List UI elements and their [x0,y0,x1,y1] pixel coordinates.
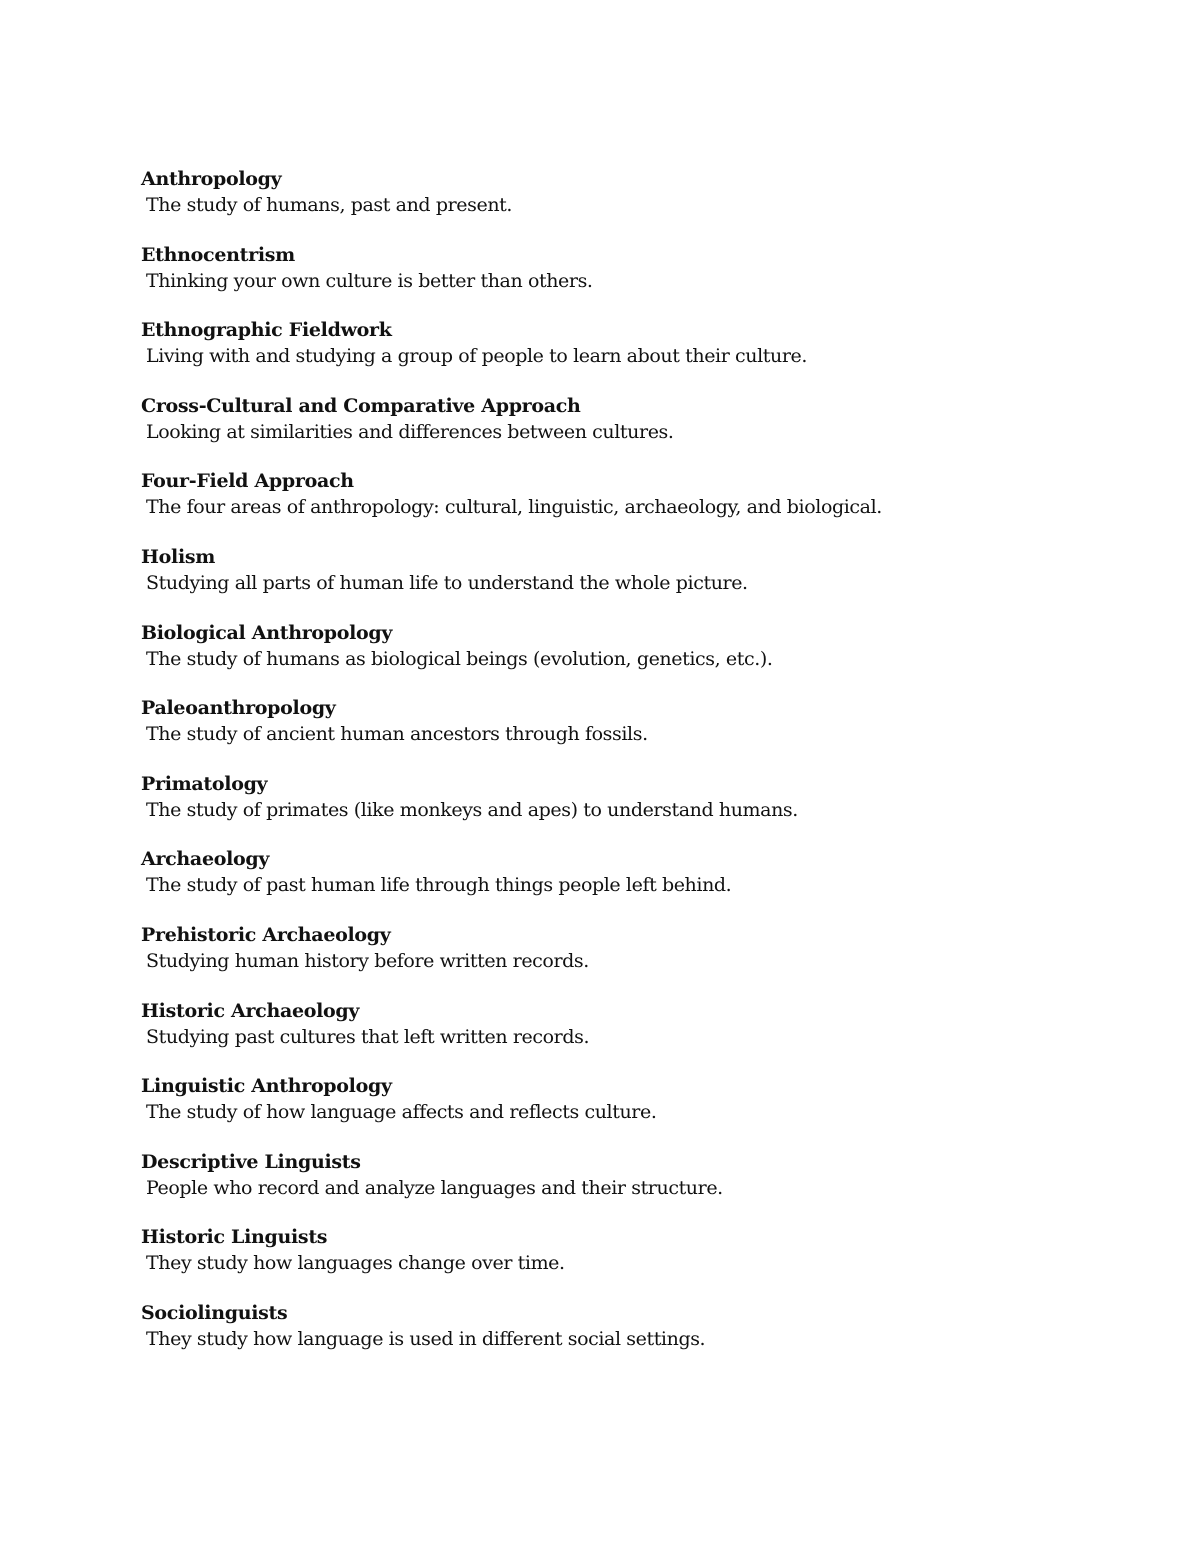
glossary-entry-holism [141,545,1141,621]
term-heading: Linguistic Anthropology [141,1075,392,1098]
term-definition: Studying past cultures that left written records. [146,1025,590,1048]
term-definition: The study of past human life through things people left behind. [146,874,732,897]
term-definition: The four areas of anthropology: cultural, linguistic, archaeology, and biological. [146,496,882,519]
term-heading: Historic Archaeology [141,999,360,1022]
term-heading: Prehistoric Archaeology [141,923,391,946]
glossary-entry-four-field-approach [141,469,1141,545]
glossary-entry-biological-anthropology [141,621,1141,697]
term-definition: They study how languages change over time. [146,1252,565,1275]
term-heading: Cross-Cultural and Comparative Approach [141,394,581,417]
glossary-entry-paleoanthropology [141,696,1141,772]
glossary-entry-ethnocentrism [141,243,1141,319]
glossary-entry-primatology [141,772,1141,848]
glossary-entry-prehistoric-archaeology [141,923,1141,999]
glossary-entry-anthropology [141,167,1141,243]
term-heading: Holism [141,545,216,568]
term-definition: The study of humans, past and present. [146,194,513,216]
glossary-entry-descriptive-linguists [141,1150,1141,1226]
glossary-entry-historic-linguists [141,1225,1141,1301]
glossary-entry-archaeology [141,847,1141,923]
term-heading: Historic Linguists [141,1226,328,1249]
term-heading: Primatology [141,772,268,795]
glossary-list [141,167,1141,1377]
glossary-entry-ethnographic-fieldwork [141,318,1141,394]
glossary-entry-linguistic-anthropology [141,1074,1141,1150]
glossary-entry-historic-archaeology [141,999,1141,1075]
term-definition: The study of how language affects and reflects culture. [146,1101,657,1124]
term-definition: They study how language is used in different social settings. [146,1327,706,1350]
term-heading: Ethnocentrism [141,243,295,266]
term-heading: Sociolinguists [141,1301,288,1324]
term-definition: People who record and analyze languages and their structure. [146,1176,723,1199]
term-definition: Studying all parts of human life to understand the whole picture. [146,571,748,594]
term-heading: Anthropology [141,168,282,190]
term-definition: Living with and studying a group of people to learn about their culture. [146,345,808,368]
term-heading: Ethnographic Fieldwork [141,319,392,342]
term-definition: The study of humans as biological beings (evolution, genetics, etc.). [146,647,773,670]
term-heading: Descriptive Linguists [141,1150,361,1173]
term-definition: Studying human history before written records. [146,949,589,972]
glossary-entry-sociolinguists [141,1301,1141,1377]
term-heading: Archaeology [141,848,270,871]
term-definition: The study of primates (like monkeys and apes) to understand humans. [146,798,798,821]
term-heading: Paleoanthropology [141,697,336,720]
glossary-entry-cross-cultural-approach [141,394,1141,470]
term-definition: Looking at similarities and differences between cultures. [146,420,674,443]
term-definition: Thinking your own culture is better than others. [146,269,593,292]
term-heading: Biological Anthropology [141,621,393,644]
term-heading: Four-Field Approach [141,470,354,493]
term-definition: The study of ancient human ancestors through fossils. [146,723,648,746]
